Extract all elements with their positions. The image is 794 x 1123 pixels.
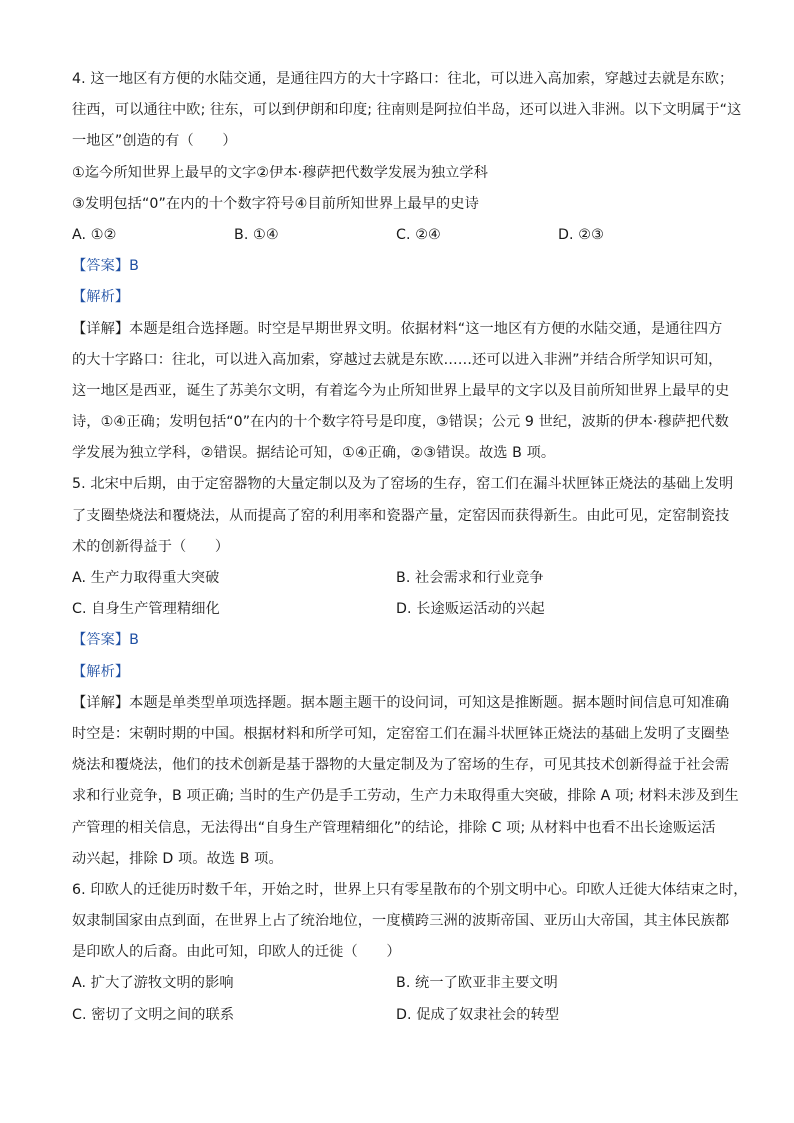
option-d: D. ②③ xyxy=(558,226,604,243)
document-page xyxy=(72,64,748,1031)
analysis-line: 时空是：宋朝时期的中国。根据材料和所学可知，定窑窑工们在漏斗状匣钵正烧法的基础上发明了支圈垫 xyxy=(72,725,730,742)
option-c: C. 密切了文明之间的联系 xyxy=(72,1006,235,1023)
analysis-line: 诗，①④正确；发明包括“0”在内的十个数字符号是印度，③错误；公元 9 世纪，波斯的伊本·穆萨把代数 xyxy=(72,414,729,431)
answer-label: 【答案】B xyxy=(72,632,139,649)
question-4 xyxy=(72,64,742,469)
question-6 xyxy=(72,875,748,1031)
option-a: A. 扩大了游牧文明的影响 xyxy=(72,975,234,992)
options-row xyxy=(72,220,732,251)
options-row xyxy=(72,594,732,625)
question-stem-line: 6. 印欧人的迁徙历时数千年，开始之时，世界上只有零星散布的个别文明中心。印欧人迁徙大体结束之时， xyxy=(72,881,748,898)
analysis-line: 【详解】本题是单类型单项选择题。据本题主题干的设问词，可知这是推断题。据本题时间信息可知准确 xyxy=(72,694,730,711)
question-stem-line: 往西，可以通往中欧; 往东，可以到伊朗和印度; 往南则是阿拉伯半岛，还可以进入非洲。以下文明属于“这 xyxy=(72,102,742,119)
analysis-label: 【解析】 xyxy=(72,289,130,306)
option-c: C. ②④ xyxy=(396,226,441,243)
question-item-line: ①迄今所知世界上最早的文字②伊本·穆萨把代数学发展为独立学科 xyxy=(72,164,489,181)
analysis-line: 学发展为独立学科，②错误。据结论可知，①④正确，②③错误。故选 B 项。 xyxy=(72,445,556,462)
option-d: D. 促成了奴隶社会的转型 xyxy=(396,1006,560,1023)
analysis-line: 产管理的相关信息，无法得出“自身生产管理精细化”的结论，排除 C 项; 从材料中也看不出长途贩运活 xyxy=(72,819,716,836)
question-stem-line: 5. 北宋中后期，由于定窑器物的大量定制以及为了窑场的生存，窑工们在漏斗状匣钵正烧法的基础上发明 xyxy=(72,476,734,493)
analysis-line: 烧法和覆烧法，他们的技术创新是基于器物的大量定制及为了窑场的生存，可见其技术创新得益于社会需 xyxy=(72,757,730,774)
analysis-line: 的大十字路口：往北，可以进入高加索，穿越过去就是东欧……还可以进入非洲”并结合所学知识可知， xyxy=(72,351,723,368)
question-stem-line: 术的创新得益于（ ） xyxy=(72,538,230,555)
options-row xyxy=(72,1000,732,1031)
question-5 xyxy=(72,469,739,874)
option-a: A. ①② xyxy=(72,226,117,243)
option-b: B. 社会需求和行业竞争 xyxy=(396,570,544,586)
option-b: B. ①④ xyxy=(234,226,279,243)
answer-label: 【答案】B xyxy=(72,258,139,275)
option-d: D. 长途贩运活动的兴起 xyxy=(396,601,545,618)
analysis-line: 这一地区是西亚，诞生了苏美尔文明，有着迄今为止所知世界上最早的文字以及目前所知世界上最早的史 xyxy=(72,382,730,399)
option-c: C. 自身生产管理精细化 xyxy=(72,601,220,618)
question-item-line: ③发明包括“0”在内的十个数字符号④目前所知世界上最早的史诗 xyxy=(72,195,479,212)
question-stem-line: 了支圈垫烧法和覆烧法，从而提高了窑的利用率和瓷器产量，定窑因而获得新生。由此可见，定窑制瓷技 xyxy=(72,507,730,524)
analysis-line: 【详解】本题是组合选择题。时空是早期世界文明。依据材料“这一地区有方便的水陆交通，是通往四方 xyxy=(72,320,723,337)
option-a: A. 生产力取得重大突破 xyxy=(72,570,220,586)
question-stem-line: 奴隶制国家由点到面，在世界上占了统治地位，一度横跨三洲的波斯帝国、亚历山大帝国，其主体民族都 xyxy=(72,913,730,930)
analysis-line: 动兴起，排除 D 项。故选 B 项。 xyxy=(72,850,283,867)
question-stem-line: 4. 这一地区有方便的水陆交通，是通往四方的大十字路口：往北，可以进入高加索，穿越过去就是东欧； xyxy=(72,71,734,87)
option-b: B. 统一了欧亚非主要文明 xyxy=(396,975,558,992)
question-stem-line: 是印欧人的后裔。由此可知，印欧人的迁徙（ ） xyxy=(72,944,401,961)
options-row xyxy=(72,968,732,999)
analysis-label: 【解析】 xyxy=(72,663,130,680)
question-stem-line: 一地区”创造的有（ ） xyxy=(72,133,237,150)
analysis-line: 求和行业竞争，B 项正确; 当时的生产仍是手工劳动，生产力未取得重大突破，排除 A 项; 材料未涉及到生 xyxy=(72,788,739,805)
options-row xyxy=(72,563,732,594)
